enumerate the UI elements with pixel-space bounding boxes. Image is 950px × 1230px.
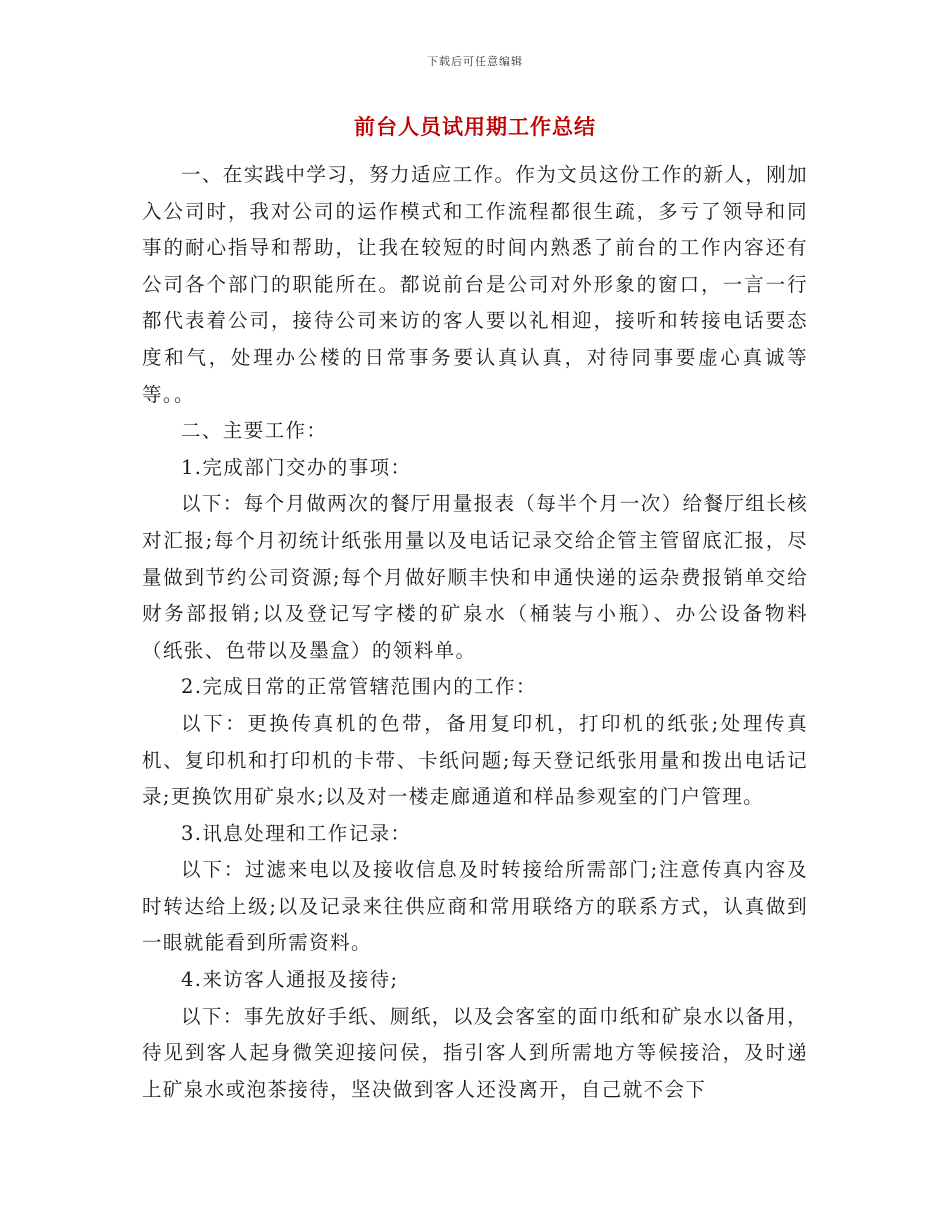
document-title: 前台人员试用期工作总结 xyxy=(354,114,596,139)
item-content-3: 以下：过滤来电以及接收信息及时转接给所需部门;注意传真内容及时转达给上级;以及记录来往供应商和常用联络方的联系方式，认真做到一眼就能看到所需资料。 xyxy=(142,858,808,955)
item-heading-3: 3.讯息处理和工作记录： xyxy=(181,821,412,845)
header-note: 下载后可任意编辑 xyxy=(427,55,523,68)
item-content-1: 以下：每个月做两次的餐厅用量报表（每半个月一次）给餐厅组长核对汇报;每个月初统计纸张用量以及电话记录交给企管主管留底汇报，尽量做到节约公司资源;每个月做好顺丰快和申通快递的运杂费报销单交给财务部报销;以及登记写字楼的矿泉水（桶装与小瓶）、办公设备物料（纸张、色带以及墨盒）的领料单。 xyxy=(142,492,809,662)
item-content-4: 以下：事先放好手纸、厕纸，以及会客室的面巾纸和矿泉水以备用，待见到客人起身微笑迎接问侯，指引客人到所需地方等候接洽，及时递上矿泉水或泡茶接待，坚决做到客人还没离开，自己就不会下 xyxy=(142,1004,809,1101)
paragraph-intro: 一、在实践中学习，努力适应工作。作为文员这份工作的新人，刚加入公司时，我对公司的运作模式和工作流程都很生疏，多亏了领导和同事的耐心指导和帮助，让我在较短的时间内熟悉了前台的工作内容还有公司各个部门的职能所在。都说前台是公司对外形象的窗口，一言一行都代表着公司，接待公司来访的客人要以礼相迎，接听和转接电话要态度和气，处理办公楼的日常事务要认真认真，对待同事要虚心真诚等等。。 xyxy=(142,163,809,406)
item-heading-1: 1.完成部门交办的事项： xyxy=(181,455,412,479)
document-body xyxy=(142,157,808,1108)
item-content-2: 以下：更换传真机的色带，备用复印机，打印机的纸张;处理传真机、复印机和打印机的卡带、卡纸问题;每天登记纸张用量和拨出电话记录;更换饮用矿泉水;以及对一楼走廊通道和样品参观室的门户管理。 xyxy=(142,711,808,809)
item-heading-4: 4.来访客人通报及接待; xyxy=(181,968,399,992)
section-heading-main-work: 二、主要工作： xyxy=(181,419,328,443)
item-heading-2: 2.完成日常的正常管辖范围内的工作： xyxy=(181,675,537,699)
